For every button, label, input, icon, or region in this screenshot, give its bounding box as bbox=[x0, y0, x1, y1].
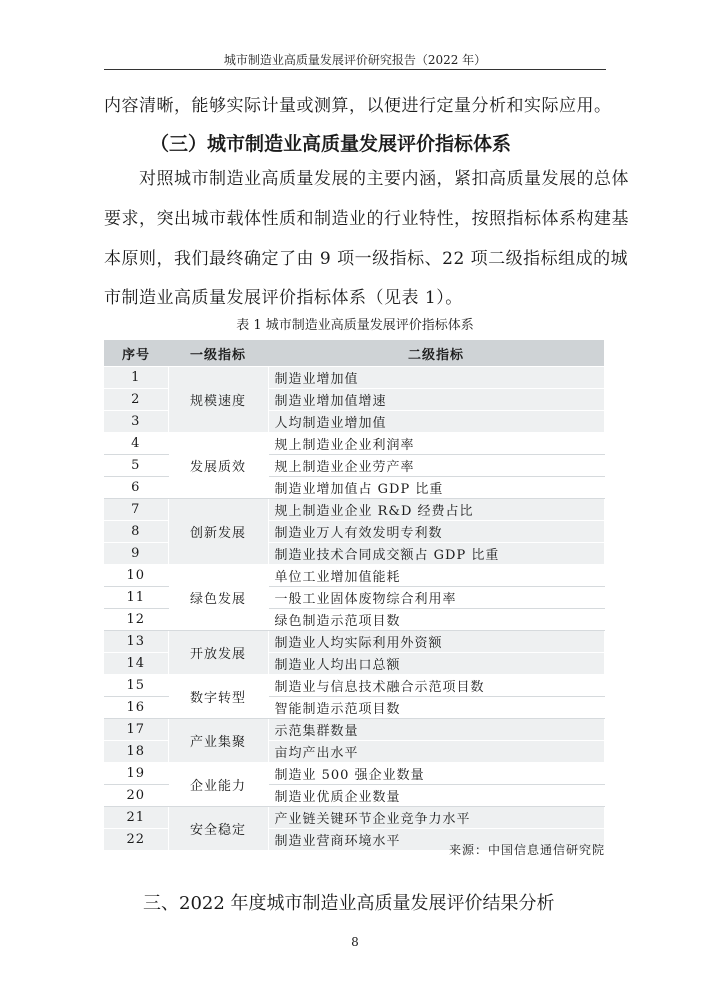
table-row bbox=[104, 631, 604, 653]
table-row bbox=[104, 367, 604, 389]
paragraph-line-3: 本原则，我们最终确定了由 9 项一级指标、22 项二级指标组成的城 bbox=[104, 249, 629, 269]
header-level1: 一级指标 bbox=[168, 340, 268, 367]
header-level2: 二级指标 bbox=[268, 340, 604, 367]
row-serial: 17 bbox=[104, 719, 168, 741]
level2-indicator: 制造业人均出口总额 bbox=[268, 653, 604, 675]
level1-indicator: 开放发展 bbox=[168, 631, 268, 675]
table-row bbox=[104, 719, 604, 741]
level2-indicator: 制造业营商环境水平 bbox=[268, 829, 604, 851]
level2-indicator: 规上制造业企业劳产率 bbox=[268, 455, 604, 477]
table-row bbox=[104, 763, 604, 785]
intro-line: 内容清晰，能够实际计量或测算，以便进行定量分析和实际应用。 bbox=[104, 96, 612, 116]
level2-indicator: 亩均产出水平 bbox=[268, 741, 604, 763]
level2-indicator: 产业链关键环节企业竞争力水平 bbox=[268, 807, 604, 829]
row-serial: 16 bbox=[104, 697, 168, 719]
level2-indicator: 人均制造业增加值 bbox=[268, 411, 604, 433]
row-serial: 2 bbox=[104, 389, 168, 411]
row-serial: 12 bbox=[104, 609, 168, 631]
table-row bbox=[104, 433, 604, 455]
table-header-row bbox=[104, 340, 604, 367]
row-serial: 6 bbox=[104, 477, 168, 499]
level1-indicator: 创新发展 bbox=[168, 499, 268, 565]
row-serial: 9 bbox=[104, 543, 168, 565]
level2-indicator: 一般工业固体废物综合利用率 bbox=[268, 587, 604, 609]
level2-indicator: 智能制造示范项目数 bbox=[268, 697, 604, 719]
row-serial: 11 bbox=[104, 587, 168, 609]
page-number: 8 bbox=[351, 935, 359, 949]
table-row bbox=[104, 675, 604, 697]
table-row bbox=[104, 499, 604, 521]
indicator-table bbox=[104, 340, 605, 851]
row-serial: 13 bbox=[104, 631, 168, 653]
level2-indicator: 制造业技术合同成交额占 GDP 比重 bbox=[268, 543, 604, 565]
row-serial: 15 bbox=[104, 675, 168, 697]
level1-indicator: 数字转型 bbox=[168, 675, 268, 719]
row-serial: 4 bbox=[104, 433, 168, 455]
row-serial: 7 bbox=[104, 499, 168, 521]
row-serial: 10 bbox=[104, 565, 168, 587]
row-serial: 1 bbox=[104, 367, 168, 389]
chapter-heading: 三、2022 年度城市制造业高质量发展评价结果分析 bbox=[143, 893, 555, 914]
level1-indicator: 产业集聚 bbox=[168, 719, 268, 763]
row-serial: 5 bbox=[104, 455, 168, 477]
table-caption: 表 1 城市制造业高质量发展评价指标体系 bbox=[236, 318, 474, 333]
level2-indicator: 制造业增加值增速 bbox=[268, 389, 604, 411]
level2-indicator: 单位工业增加值能耗 bbox=[268, 565, 604, 587]
row-serial: 21 bbox=[104, 807, 168, 829]
row-serial: 8 bbox=[104, 521, 168, 543]
level2-indicator: 制造业优质企业数量 bbox=[268, 785, 604, 807]
level1-indicator: 发展质效 bbox=[168, 433, 268, 499]
table-body bbox=[104, 367, 604, 851]
paragraph-line-2: 要求，突出城市载体性质和制造业的行业特性，按照指标体系构建基 bbox=[104, 209, 629, 229]
row-serial: 3 bbox=[104, 411, 168, 433]
level1-indicator: 企业能力 bbox=[168, 763, 268, 807]
source-note: 来源：中国信息通信研究院 bbox=[448, 843, 605, 857]
header-rule bbox=[104, 69, 606, 70]
row-serial: 14 bbox=[104, 653, 168, 675]
level2-indicator: 制造业 500 强企业数量 bbox=[268, 763, 604, 785]
level2-indicator: 规上制造业企业利润率 bbox=[268, 433, 604, 455]
paragraph-line-1: 对照城市制造业高质量发展的主要内涵，紧扣高质量发展的总体 bbox=[139, 169, 629, 189]
level1-indicator: 绿色发展 bbox=[168, 565, 268, 631]
section-heading: （三）城市制造业高质量发展评价指标体系 bbox=[150, 133, 512, 155]
row-serial: 19 bbox=[104, 763, 168, 785]
paragraph-line-4: 市制造业高质量发展评价指标体系（见表 1）。 bbox=[104, 288, 463, 308]
level2-indicator: 制造业万人有效发明专利数 bbox=[268, 521, 604, 543]
table-row bbox=[104, 807, 604, 829]
level2-indicator: 绿色制造示范项目数 bbox=[268, 609, 604, 631]
level2-indicator: 示范集群数量 bbox=[268, 719, 604, 741]
level2-indicator: 制造业增加值占 GDP 比重 bbox=[268, 477, 604, 499]
level2-indicator: 规上制造业企业 R&D 经费占比 bbox=[268, 499, 604, 521]
level1-indicator: 安全稳定 bbox=[168, 807, 268, 851]
table-row bbox=[104, 565, 604, 587]
level2-indicator: 制造业与信息技术融合示范项目数 bbox=[268, 675, 604, 697]
row-serial: 22 bbox=[104, 829, 168, 851]
running-header: 城市制造业高质量发展评价研究报告（2022 年） bbox=[223, 53, 487, 67]
header-serial: 序号 bbox=[104, 340, 168, 367]
level1-indicator: 规模速度 bbox=[168, 367, 268, 433]
row-serial: 20 bbox=[104, 785, 168, 807]
level2-indicator: 制造业增加值 bbox=[268, 367, 604, 389]
level2-indicator: 制造业人均实际利用外资额 bbox=[268, 631, 604, 653]
row-serial: 18 bbox=[104, 741, 168, 763]
